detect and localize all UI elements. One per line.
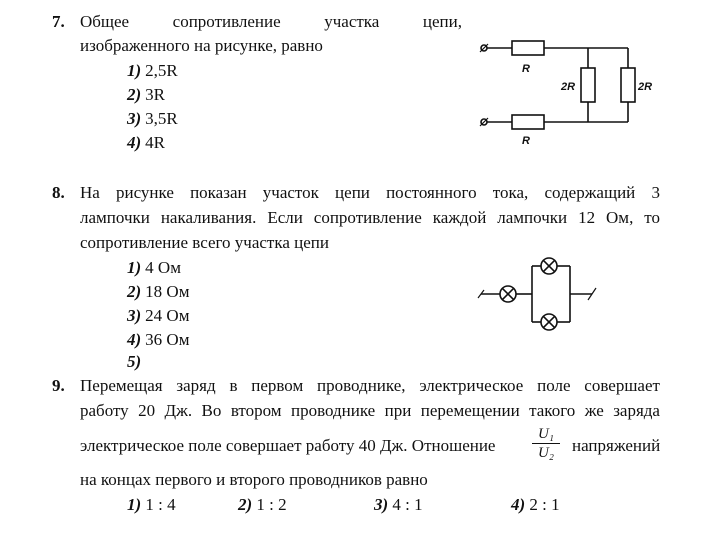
q7-option-2[interactable] bbox=[127, 85, 165, 105]
option-number: 1) bbox=[127, 258, 142, 277]
option-value: 2,5R bbox=[145, 61, 178, 80]
q9-option-4[interactable] bbox=[511, 495, 560, 515]
option-number: 4) bbox=[127, 330, 142, 349]
q8-word: то bbox=[644, 208, 660, 227]
option-number: 5) bbox=[127, 352, 142, 371]
q9-option-3[interactable] bbox=[374, 495, 423, 515]
q8-option-2[interactable] bbox=[127, 282, 189, 302]
q8-line-3: сопротивление всего участка цепи bbox=[80, 233, 329, 252]
q7-word: цепи, bbox=[422, 12, 462, 31]
q8-word: показан bbox=[190, 183, 247, 202]
q8-word: содержащий bbox=[544, 183, 636, 202]
q9-word: проводнике bbox=[290, 401, 376, 420]
q9-option-1[interactable] bbox=[127, 495, 176, 515]
q8-word: накаливания. bbox=[160, 208, 257, 227]
q7-option-1[interactable] bbox=[127, 61, 178, 81]
option-value: 24 Ом bbox=[145, 306, 190, 325]
q9-line-2 bbox=[80, 401, 660, 421]
resistor-middle bbox=[581, 68, 595, 102]
fraction-denominator: U₂ bbox=[537, 445, 555, 461]
q9-word: работу bbox=[80, 401, 129, 420]
q7-word: участка bbox=[324, 12, 380, 31]
q9-word: же bbox=[584, 401, 604, 420]
q9-word: электрическое bbox=[419, 376, 524, 395]
option-value: 1 : 4 bbox=[145, 495, 176, 514]
q9-word: перемещении bbox=[420, 401, 520, 420]
q8-word: участок bbox=[262, 183, 319, 202]
q7-word: сопротивление bbox=[172, 12, 281, 31]
q8-word: постоянного bbox=[386, 183, 477, 202]
label-r-top: R bbox=[522, 63, 530, 75]
q9-word: втором bbox=[230, 401, 282, 420]
option-number: 3) bbox=[127, 306, 142, 325]
option-number: 3) bbox=[127, 109, 142, 128]
q8-word: каждой bbox=[432, 208, 487, 227]
q9-word: заряд bbox=[176, 376, 216, 395]
q8-lamp-circuit-diagram bbox=[474, 252, 604, 334]
q7-circuit-diagram bbox=[470, 28, 670, 158]
q8-option-4[interactable] bbox=[127, 330, 189, 350]
fraction-numerator: U₁ bbox=[532, 425, 560, 444]
q9-word: при bbox=[384, 401, 412, 420]
q8-line-1 bbox=[80, 183, 660, 203]
q8-number: 8. bbox=[52, 183, 65, 202]
q9-line-3-end: напряжений bbox=[572, 436, 661, 455]
q8-word: На bbox=[80, 183, 100, 202]
q9-word: первом bbox=[251, 376, 304, 395]
q9-word: 20 bbox=[138, 401, 156, 420]
q8-word: сопротивление bbox=[313, 208, 422, 227]
q8-option-5[interactable] bbox=[127, 352, 145, 372]
option-value: 4R bbox=[145, 133, 166, 152]
label-r-right: 2R bbox=[638, 81, 653, 93]
q9-word: совершает bbox=[584, 376, 660, 395]
option-value: 1 : 2 bbox=[256, 495, 287, 514]
label-r-middle: 2R bbox=[561, 81, 576, 93]
q7-option-4[interactable] bbox=[127, 133, 165, 153]
option-number: 2) bbox=[127, 85, 142, 104]
q8-word: тока, bbox=[492, 183, 529, 202]
option-number: 3) bbox=[374, 495, 389, 514]
option-value: 2 : 1 bbox=[529, 495, 560, 514]
option-number: 2) bbox=[127, 282, 142, 301]
option-number: 1) bbox=[127, 495, 142, 514]
q8-word: 3 bbox=[651, 183, 660, 202]
q8-option-3[interactable] bbox=[127, 306, 189, 326]
resistor-right bbox=[621, 68, 635, 102]
option-number: 2) bbox=[238, 495, 253, 514]
q9-word: Перемещая bbox=[80, 376, 163, 395]
q8-word: лампочки bbox=[80, 208, 150, 227]
option-value: 36 Ом bbox=[145, 330, 190, 349]
option-value: 4 Ом bbox=[145, 258, 181, 277]
q9-word: Во bbox=[201, 401, 222, 420]
option-value: 3R bbox=[145, 85, 166, 104]
option-number: 4) bbox=[127, 133, 142, 152]
q8-word: цепи bbox=[335, 183, 370, 202]
q9-word: такого bbox=[529, 401, 576, 420]
q9-line-1 bbox=[80, 376, 660, 396]
q8-word: 12 bbox=[578, 208, 596, 227]
q8-word: рисунке bbox=[116, 183, 174, 202]
q9-word: проводнике, bbox=[317, 376, 406, 395]
q9-number: 9. bbox=[52, 376, 65, 395]
option-number: 4) bbox=[511, 495, 526, 514]
q9-line-4: на концах первого и второго проводников равно bbox=[80, 470, 428, 489]
option-number: 1) bbox=[127, 61, 142, 80]
resistor-top bbox=[512, 41, 544, 55]
q7-line-2: изображенного на рисунке, равно bbox=[80, 36, 323, 55]
q9-word: в bbox=[229, 376, 238, 395]
q9-line-3: электрическое поле совершает работу 40 Дж. Отношение bbox=[80, 436, 496, 455]
q8-option-1[interactable] bbox=[127, 258, 181, 278]
q9-voltage-ratio-fraction bbox=[532, 425, 560, 462]
resistor-bottom bbox=[512, 115, 544, 129]
q8-word: Ом, bbox=[606, 208, 634, 227]
option-value: 4 : 1 bbox=[392, 495, 423, 514]
q7-line-1 bbox=[80, 12, 462, 32]
q7-option-3[interactable] bbox=[127, 109, 178, 129]
q9-word: Дж. bbox=[164, 401, 193, 420]
option-value: 18 Ом bbox=[145, 282, 190, 301]
q8-line-2 bbox=[80, 208, 660, 228]
q8-word: лампочки bbox=[497, 208, 568, 227]
label-r-bottom: R bbox=[522, 135, 530, 147]
q7-number: 7. bbox=[52, 12, 65, 31]
q7-word: Общее bbox=[80, 12, 130, 31]
q9-option-2[interactable] bbox=[238, 495, 287, 515]
q9-word: поле bbox=[537, 376, 571, 395]
q8-word: Если bbox=[267, 208, 303, 227]
q9-word: заряда bbox=[613, 401, 660, 420]
option-value: 3,5R bbox=[145, 109, 178, 128]
